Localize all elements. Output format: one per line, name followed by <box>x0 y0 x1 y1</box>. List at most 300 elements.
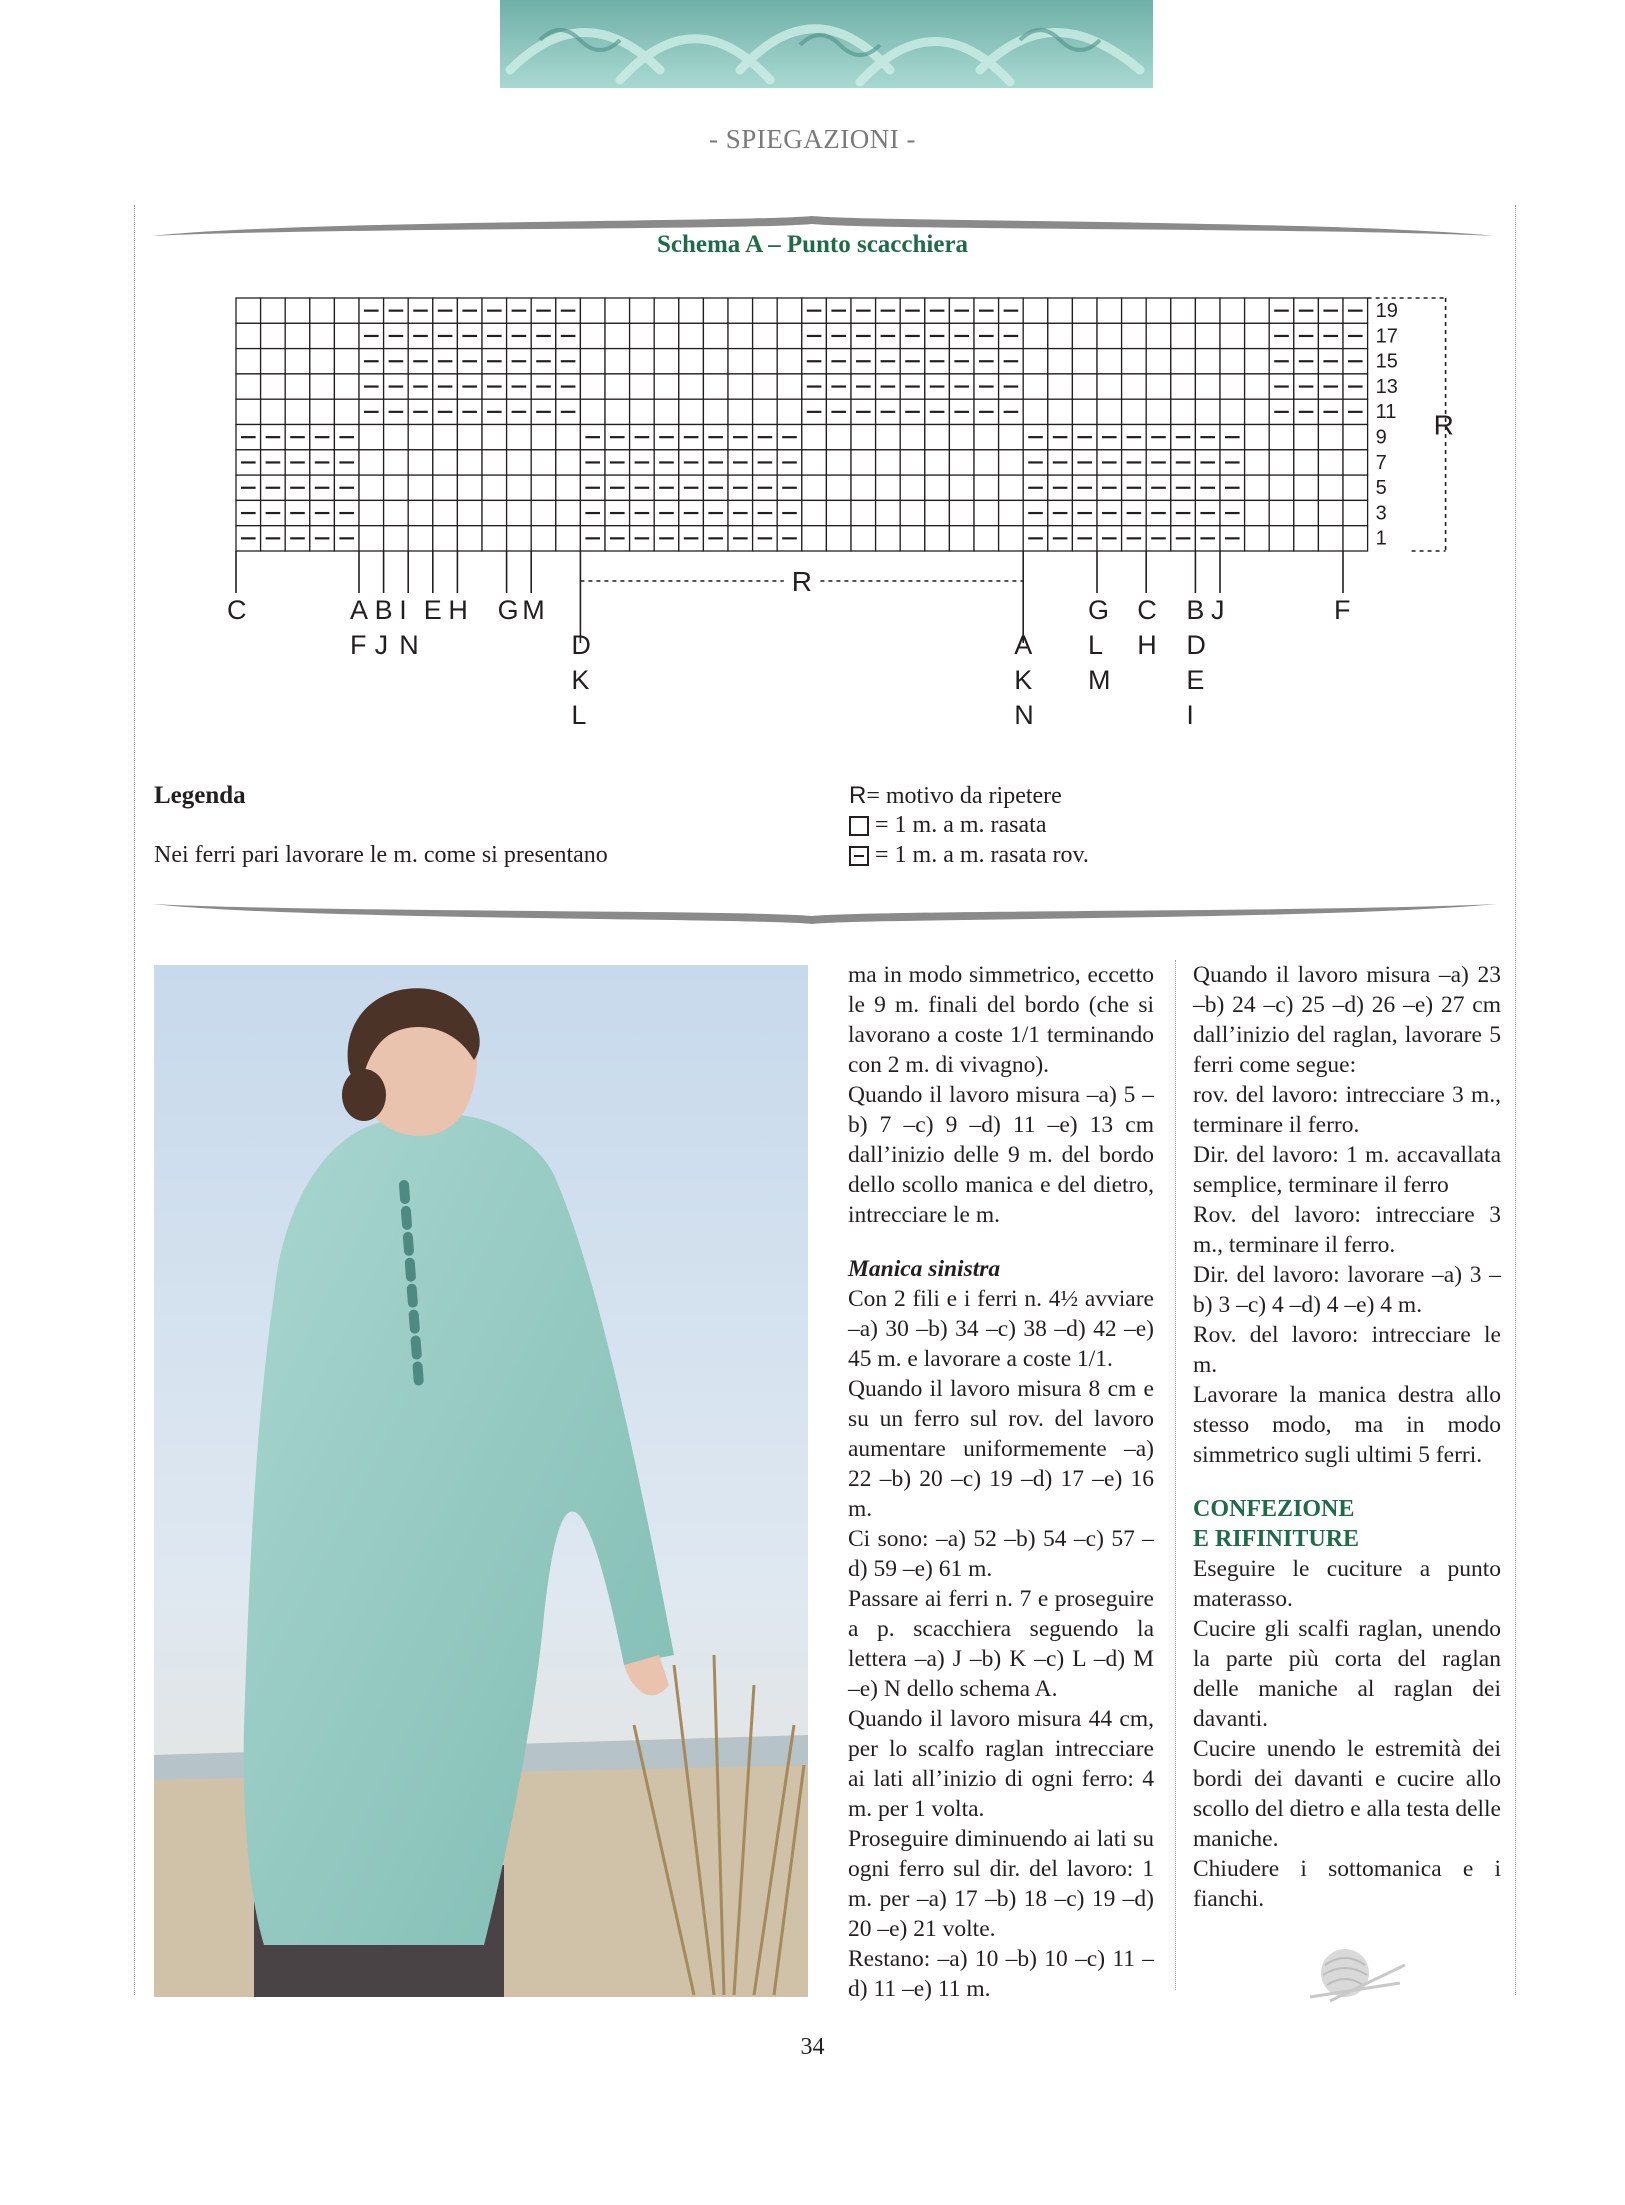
chart-cell <box>482 526 507 551</box>
chart-cell <box>949 450 974 475</box>
schema-title: Schema A – Punto scacchiera <box>656 231 969 258</box>
chart-cell <box>359 425 384 450</box>
chart-cell <box>1318 425 1343 450</box>
chart-cell <box>826 526 851 551</box>
chart-grid <box>236 298 1368 551</box>
chart-cell <box>826 475 851 500</box>
column-label: G <box>497 595 519 625</box>
column-label: M <box>522 595 545 625</box>
chart-cell <box>507 425 532 450</box>
chart-cell <box>900 500 925 525</box>
column-label: J <box>1211 595 1225 625</box>
chart-cell <box>1146 374 1171 399</box>
chart-cell <box>703 323 728 348</box>
chart-cell <box>777 374 802 399</box>
legend-note: Nei ferri pari lavorare le m. come si presentano <box>154 842 608 868</box>
chart-cell <box>1245 450 1270 475</box>
chart-cell <box>236 374 261 399</box>
chart-cell <box>728 349 753 374</box>
page-number: 34 <box>800 2034 825 2060</box>
chart-cell <box>630 399 655 424</box>
chart-cell <box>556 475 581 500</box>
chart-cell <box>310 399 335 424</box>
chart-cell <box>1097 399 1122 424</box>
chart-cell <box>925 500 950 525</box>
chart-cell <box>1245 475 1270 500</box>
chart-cell <box>1343 500 1368 525</box>
chart-cell <box>580 374 605 399</box>
chart-cell <box>556 500 581 525</box>
chart-cell <box>334 298 359 323</box>
chart-cell <box>876 526 901 551</box>
model-photo <box>154 965 808 1997</box>
chart-cell <box>580 399 605 424</box>
chart-cell <box>925 526 950 551</box>
chart-cell <box>359 526 384 551</box>
row-label: 5 <box>1375 477 1387 500</box>
chart-cell <box>285 323 310 348</box>
chart-cell <box>1195 298 1220 323</box>
column-label: E <box>1186 665 1205 695</box>
chart-cell <box>703 374 728 399</box>
chart-cell <box>974 500 999 525</box>
chart-cell <box>900 425 925 450</box>
column-label: K <box>1014 665 1033 695</box>
chart-cell <box>1171 399 1196 424</box>
chart-cell <box>1023 399 1048 424</box>
chart-cell <box>408 450 433 475</box>
chart-cell <box>1146 323 1171 348</box>
chart-cell <box>384 450 409 475</box>
chart-cell <box>1269 475 1294 500</box>
row-label: 9 <box>1375 426 1387 449</box>
chart-cell <box>703 298 728 323</box>
chart-cell <box>408 475 433 500</box>
row-label: 1 <box>1375 527 1387 550</box>
chart-cell <box>851 475 876 500</box>
chart-cell <box>1048 323 1073 348</box>
chart-cell <box>1072 399 1097 424</box>
paragraph: Rov. del lavoro: intrecciare 3 m., terminare il ferro. <box>1193 1202 1501 1258</box>
chart-cell <box>457 475 482 500</box>
chart-cell <box>974 425 999 450</box>
paragraph: Chiudere i sottomanica e i fianchi. <box>1193 1856 1501 1912</box>
chart-cell <box>851 450 876 475</box>
column-label: I <box>399 595 407 625</box>
chart-cell <box>654 323 679 348</box>
chart-cell <box>949 500 974 525</box>
chart-cell <box>359 500 384 525</box>
chart-cell <box>433 475 458 500</box>
chart-cell <box>876 475 901 500</box>
chart-cell <box>605 323 630 348</box>
chart-cell <box>949 425 974 450</box>
column-label: J <box>374 630 389 660</box>
column-label: L <box>1088 630 1104 660</box>
paragraph: ma in modo simmetrico, eccetto le 9 m. finali del bordo (che si lavorano a coste 1/1 terminando con 2 m. di vivagno). <box>848 962 1154 1078</box>
chart-cell <box>1097 349 1122 374</box>
column-label: M <box>1088 665 1111 695</box>
chart-cell <box>556 425 581 450</box>
chart-cell <box>261 374 286 399</box>
chart-cell <box>851 526 876 551</box>
column-label: F <box>350 630 367 660</box>
chart-cell <box>1097 323 1122 348</box>
chart-cell <box>1294 450 1319 475</box>
chart-cell <box>999 450 1024 475</box>
chart-cell <box>1245 526 1270 551</box>
chart-cell <box>531 475 556 500</box>
chart-cell <box>384 475 409 500</box>
chart-cell <box>1048 399 1073 424</box>
chart-cell <box>310 323 335 348</box>
chart-cell <box>605 399 630 424</box>
paragraph: Quando il lavoro misura 44 cm, per lo scalfo raglan intrecciare ai lati all’inizio di ogni ferro: 4 m. per 1 volta. <box>848 1706 1154 1822</box>
chart-cell <box>1294 500 1319 525</box>
repeat-label-vertical: R <box>1433 409 1454 441</box>
chart-cell <box>1171 374 1196 399</box>
chart-cell <box>1245 349 1270 374</box>
chart-cell <box>1195 349 1220 374</box>
chart-cell <box>777 298 802 323</box>
chart-cell <box>1294 475 1319 500</box>
chart-cell <box>900 450 925 475</box>
chart-cell <box>507 500 532 525</box>
column-label: I <box>1186 700 1194 730</box>
chart-cell <box>285 399 310 424</box>
text-column-2 <box>1193 960 1501 1914</box>
paragraph: Restano: –a) 10 –b) 10 –c) 11 –d) 11 –e) 11 m. <box>848 1946 1154 2002</box>
chart-cell <box>679 399 704 424</box>
chart-cell <box>703 349 728 374</box>
column-label: D <box>571 630 591 660</box>
chart-cell <box>285 374 310 399</box>
chart-cell <box>310 298 335 323</box>
chart-cell <box>1269 425 1294 450</box>
repeat-label-horizontal: R <box>791 566 813 597</box>
chart-cell <box>728 399 753 424</box>
column-label: F <box>1334 595 1351 625</box>
chart-cell <box>630 298 655 323</box>
chart-cell <box>531 425 556 450</box>
chart-cell <box>310 349 335 374</box>
chart-cell <box>777 349 802 374</box>
chart-cell <box>1220 298 1245 323</box>
chart-cell <box>1220 399 1245 424</box>
chart-cell <box>408 425 433 450</box>
chart-cell <box>1220 323 1245 348</box>
chart-cell <box>384 425 409 450</box>
chart-cell <box>556 526 581 551</box>
chart-cell <box>753 374 778 399</box>
paragraph: Lavorare la manica destra allo stesso modo, ma in modo simmetrico sugli ultimi 5 ferri. <box>1193 1382 1501 1468</box>
subheading: Manica sinistra <box>848 1256 1001 1282</box>
chart-cell <box>1245 399 1270 424</box>
paragraph: Quando il lavoro misura –a) 23 –b) 24 –c) 25 –d) 26 –e) 27 cm dall’inizio del raglan, lavorare 5 ferri come segue: <box>1193 962 1501 1078</box>
column-label: H <box>448 595 468 625</box>
chart-cell <box>630 323 655 348</box>
chart-cell <box>236 323 261 348</box>
row-label: 11 <box>1375 401 1397 424</box>
subheading: CONFEZIONE <box>1193 1496 1355 1522</box>
row-label: 17 <box>1375 325 1398 348</box>
chart-cell <box>457 500 482 525</box>
chart-cell <box>1146 298 1171 323</box>
chart-cell <box>605 349 630 374</box>
chart-cell <box>1343 425 1368 450</box>
chart-cell <box>1171 349 1196 374</box>
chart-cell <box>826 425 851 450</box>
chart-cell <box>1245 500 1270 525</box>
chart-cell <box>1343 526 1368 551</box>
chart-cell <box>679 374 704 399</box>
chart-cell <box>1171 323 1196 348</box>
chart-cell <box>236 349 261 374</box>
chart-cell <box>1023 323 1048 348</box>
chart-cell <box>1097 298 1122 323</box>
column-label: E <box>423 595 442 625</box>
chart-cell <box>826 450 851 475</box>
chart-cell <box>556 450 581 475</box>
chart-cell <box>605 298 630 323</box>
chart-cell <box>433 425 458 450</box>
chart-cell <box>753 323 778 348</box>
chart-cell <box>630 349 655 374</box>
row-label: 7 <box>1375 451 1387 474</box>
chart-cell <box>654 374 679 399</box>
chart-cell <box>826 500 851 525</box>
chart-cell <box>310 374 335 399</box>
chart-cell <box>1072 349 1097 374</box>
column-label: L <box>571 700 587 730</box>
paragraph: Passare ai ferri n. 7 e proseguire a p. scacchiera seguendo la lettera –a) J –b) K –c) L –d) M –e) N dello schema A. <box>848 1586 1154 1702</box>
chart-cell <box>1269 526 1294 551</box>
chart-cell <box>1195 374 1220 399</box>
chart-cell <box>261 399 286 424</box>
chart-cell <box>1343 475 1368 500</box>
chart-cell <box>285 298 310 323</box>
chart-cell <box>531 450 556 475</box>
chart-cell <box>1023 374 1048 399</box>
chart-cell <box>457 526 482 551</box>
chart-cell <box>777 323 802 348</box>
chart-cell <box>1245 425 1270 450</box>
chart-cell <box>999 500 1024 525</box>
paragraph: Rov. del lavoro: intrecciare le m. <box>1193 1322 1501 1378</box>
chart-cell <box>1122 374 1147 399</box>
chart-cell <box>457 450 482 475</box>
chart-cell <box>236 298 261 323</box>
chart-cell <box>1072 323 1097 348</box>
chart-row-labels <box>1376 300 1398 550</box>
yarn-ball-icon <box>1300 1935 1410 2005</box>
chart-cell <box>630 374 655 399</box>
chart-cell <box>1146 349 1171 374</box>
chart-cell <box>261 298 286 323</box>
chart-cell <box>802 526 827 551</box>
chart-cell <box>974 450 999 475</box>
legend-repeat-symbol: R <box>849 782 867 809</box>
chart-cell <box>261 349 286 374</box>
chart-cell <box>433 500 458 525</box>
chart-cell <box>1122 399 1147 424</box>
chart-cell <box>1220 374 1245 399</box>
column-label: H <box>1137 630 1157 660</box>
chart-cell <box>1318 475 1343 500</box>
column-label: C <box>1137 595 1157 625</box>
chart-cell <box>728 374 753 399</box>
paragraph: Proseguire diminuendo ai lati su ogni ferro sul dir. del lavoro: 1 m. per –a) 17 –b) 18 –c) 19 –d) 20 –e) 21 volte. <box>848 1826 1154 1942</box>
legend-item-repeat <box>849 782 1062 810</box>
section-title: - SPIEGAZIONI - <box>709 124 916 154</box>
chart-cell <box>334 349 359 374</box>
chart-cell <box>359 475 384 500</box>
chart-cell <box>900 526 925 551</box>
chart-cell <box>1122 349 1147 374</box>
chart-cell <box>531 500 556 525</box>
chart-cell <box>261 323 286 348</box>
chart-cell <box>1269 500 1294 525</box>
column-label: K <box>571 665 590 695</box>
chart-cell <box>1245 298 1270 323</box>
chart-cell <box>1318 526 1343 551</box>
chart-cell <box>802 450 827 475</box>
chart-cell <box>605 374 630 399</box>
chart-cell <box>433 526 458 551</box>
chart-cell <box>1245 374 1270 399</box>
chart-cell <box>507 526 532 551</box>
chart-cell <box>999 526 1024 551</box>
chart-cell <box>999 425 1024 450</box>
column-label: D <box>1186 630 1206 660</box>
chart-cell <box>1294 526 1319 551</box>
paragraph: Eseguire le cuciture a punto materasso. <box>1193 1556 1501 1612</box>
chart-cell <box>1195 399 1220 424</box>
chart-cell <box>1023 298 1048 323</box>
chart-cell <box>654 349 679 374</box>
chart-cell <box>679 323 704 348</box>
chart-cell <box>999 475 1024 500</box>
chart-cell <box>679 298 704 323</box>
chart-cell <box>1048 298 1073 323</box>
chart-cell <box>384 526 409 551</box>
chart-cell <box>1195 323 1220 348</box>
column-label: N <box>399 630 419 660</box>
legend-item-knit <box>849 812 1046 839</box>
chart-cell <box>1318 450 1343 475</box>
chart-cell <box>753 298 778 323</box>
chart-cell <box>334 399 359 424</box>
chart-cell <box>359 450 384 475</box>
chart-cell <box>482 475 507 500</box>
column-label: B <box>374 595 393 625</box>
chart-cell <box>802 475 827 500</box>
legend-repeat-text: = motivo da ripetere <box>866 782 1062 809</box>
chart-cell <box>654 298 679 323</box>
chart-cell <box>1048 374 1073 399</box>
paragraph: Cucire gli scalfi raglan, unendo la parte più corta del raglan delle maniche al raglan dei davanti. <box>1193 1616 1501 1732</box>
chart-cell <box>482 500 507 525</box>
row-label: 13 <box>1375 375 1398 398</box>
chart-cell <box>925 475 950 500</box>
paragraph: Dir. del lavoro: 1 m. accavallata semplice, terminare il ferro <box>1193 1142 1501 1198</box>
chart-cell <box>802 425 827 450</box>
chart-cell <box>1269 450 1294 475</box>
chart-cell <box>236 399 261 424</box>
chart-cell <box>728 323 753 348</box>
chart-cell <box>925 425 950 450</box>
chart-cell <box>777 399 802 424</box>
chart-cell <box>1245 323 1270 348</box>
legend-purl-text: = 1 m. a m. rasata rov. <box>875 842 1089 868</box>
chart-cell <box>1294 425 1319 450</box>
paragraph: Quando il lavoro misura –a) 5 –b) 7 –c) 9 –d) 11 –e) 13 cm dall’inizio delle 9 m. del bordo dello scollo manica e del dietro, intrecciare le m. <box>848 1082 1154 1228</box>
chart-cell <box>802 500 827 525</box>
column-label: G <box>1088 595 1110 625</box>
paragraph: rov. del lavoro: intrecciare 3 m., terminare il ferro. <box>1193 1082 1501 1138</box>
paragraph: Con 2 fili e i ferri n. 4½ avviare –a) 30 –b) 34 –c) 38 –d) 42 –e) 45 m. e lavorare a coste 1/1. <box>848 1286 1154 1372</box>
chart-cell <box>482 425 507 450</box>
chart-cell <box>457 425 482 450</box>
chart-cell <box>949 526 974 551</box>
row-label: 19 <box>1375 300 1398 322</box>
chart-cell <box>1122 323 1147 348</box>
subheading: E RIFINITURE <box>1193 1526 1360 1552</box>
chart-cell <box>851 425 876 450</box>
chart-cell <box>876 500 901 525</box>
column-label: A <box>1014 630 1033 660</box>
chart-cell <box>753 349 778 374</box>
knit-chart <box>0 0 1625 740</box>
chart-cell <box>408 500 433 525</box>
chart-cell <box>334 323 359 348</box>
chart-cell <box>507 475 532 500</box>
chart-cell <box>949 475 974 500</box>
chart-cell <box>1072 374 1097 399</box>
chart-cell <box>1072 298 1097 323</box>
chart-cell <box>1343 450 1368 475</box>
chart-cell <box>580 349 605 374</box>
row-label: 15 <box>1375 350 1398 373</box>
chart-cell <box>580 323 605 348</box>
column-label: B <box>1186 595 1205 625</box>
text-column-1 <box>848 960 1154 2004</box>
column-label: A <box>350 595 369 625</box>
column-divider <box>1175 960 1176 1990</box>
chart-cell <box>654 399 679 424</box>
chart-cell <box>580 298 605 323</box>
chart-cell <box>1097 374 1122 399</box>
column-label: N <box>1014 700 1034 730</box>
paragraph: Dir. del lavoro: lavorare –a) 3 –b) 3 –c) 4 –d) 4 –e) 4 m. <box>1193 1262 1501 1318</box>
paragraph: Cucire unendo le estremità dei bordi dei davanti e cucire allo scollo del dietro e alla testa delle maniche. <box>1193 1736 1501 1852</box>
chart-cell <box>1048 349 1073 374</box>
legend-knit-text: = 1 m. a m. rasata <box>875 812 1047 838</box>
chart-cell <box>679 349 704 374</box>
row-label: 3 <box>1375 502 1387 525</box>
chart-cell <box>876 425 901 450</box>
chart-cell <box>531 526 556 551</box>
legend-title: Legenda <box>154 782 246 809</box>
chart-cell <box>482 450 507 475</box>
chart-cell <box>1146 399 1171 424</box>
chart-cell <box>753 399 778 424</box>
chart-cell <box>334 374 359 399</box>
column-label: C <box>227 595 247 625</box>
chart-cell <box>433 450 458 475</box>
chart-cell <box>851 500 876 525</box>
chart-cell <box>408 526 433 551</box>
